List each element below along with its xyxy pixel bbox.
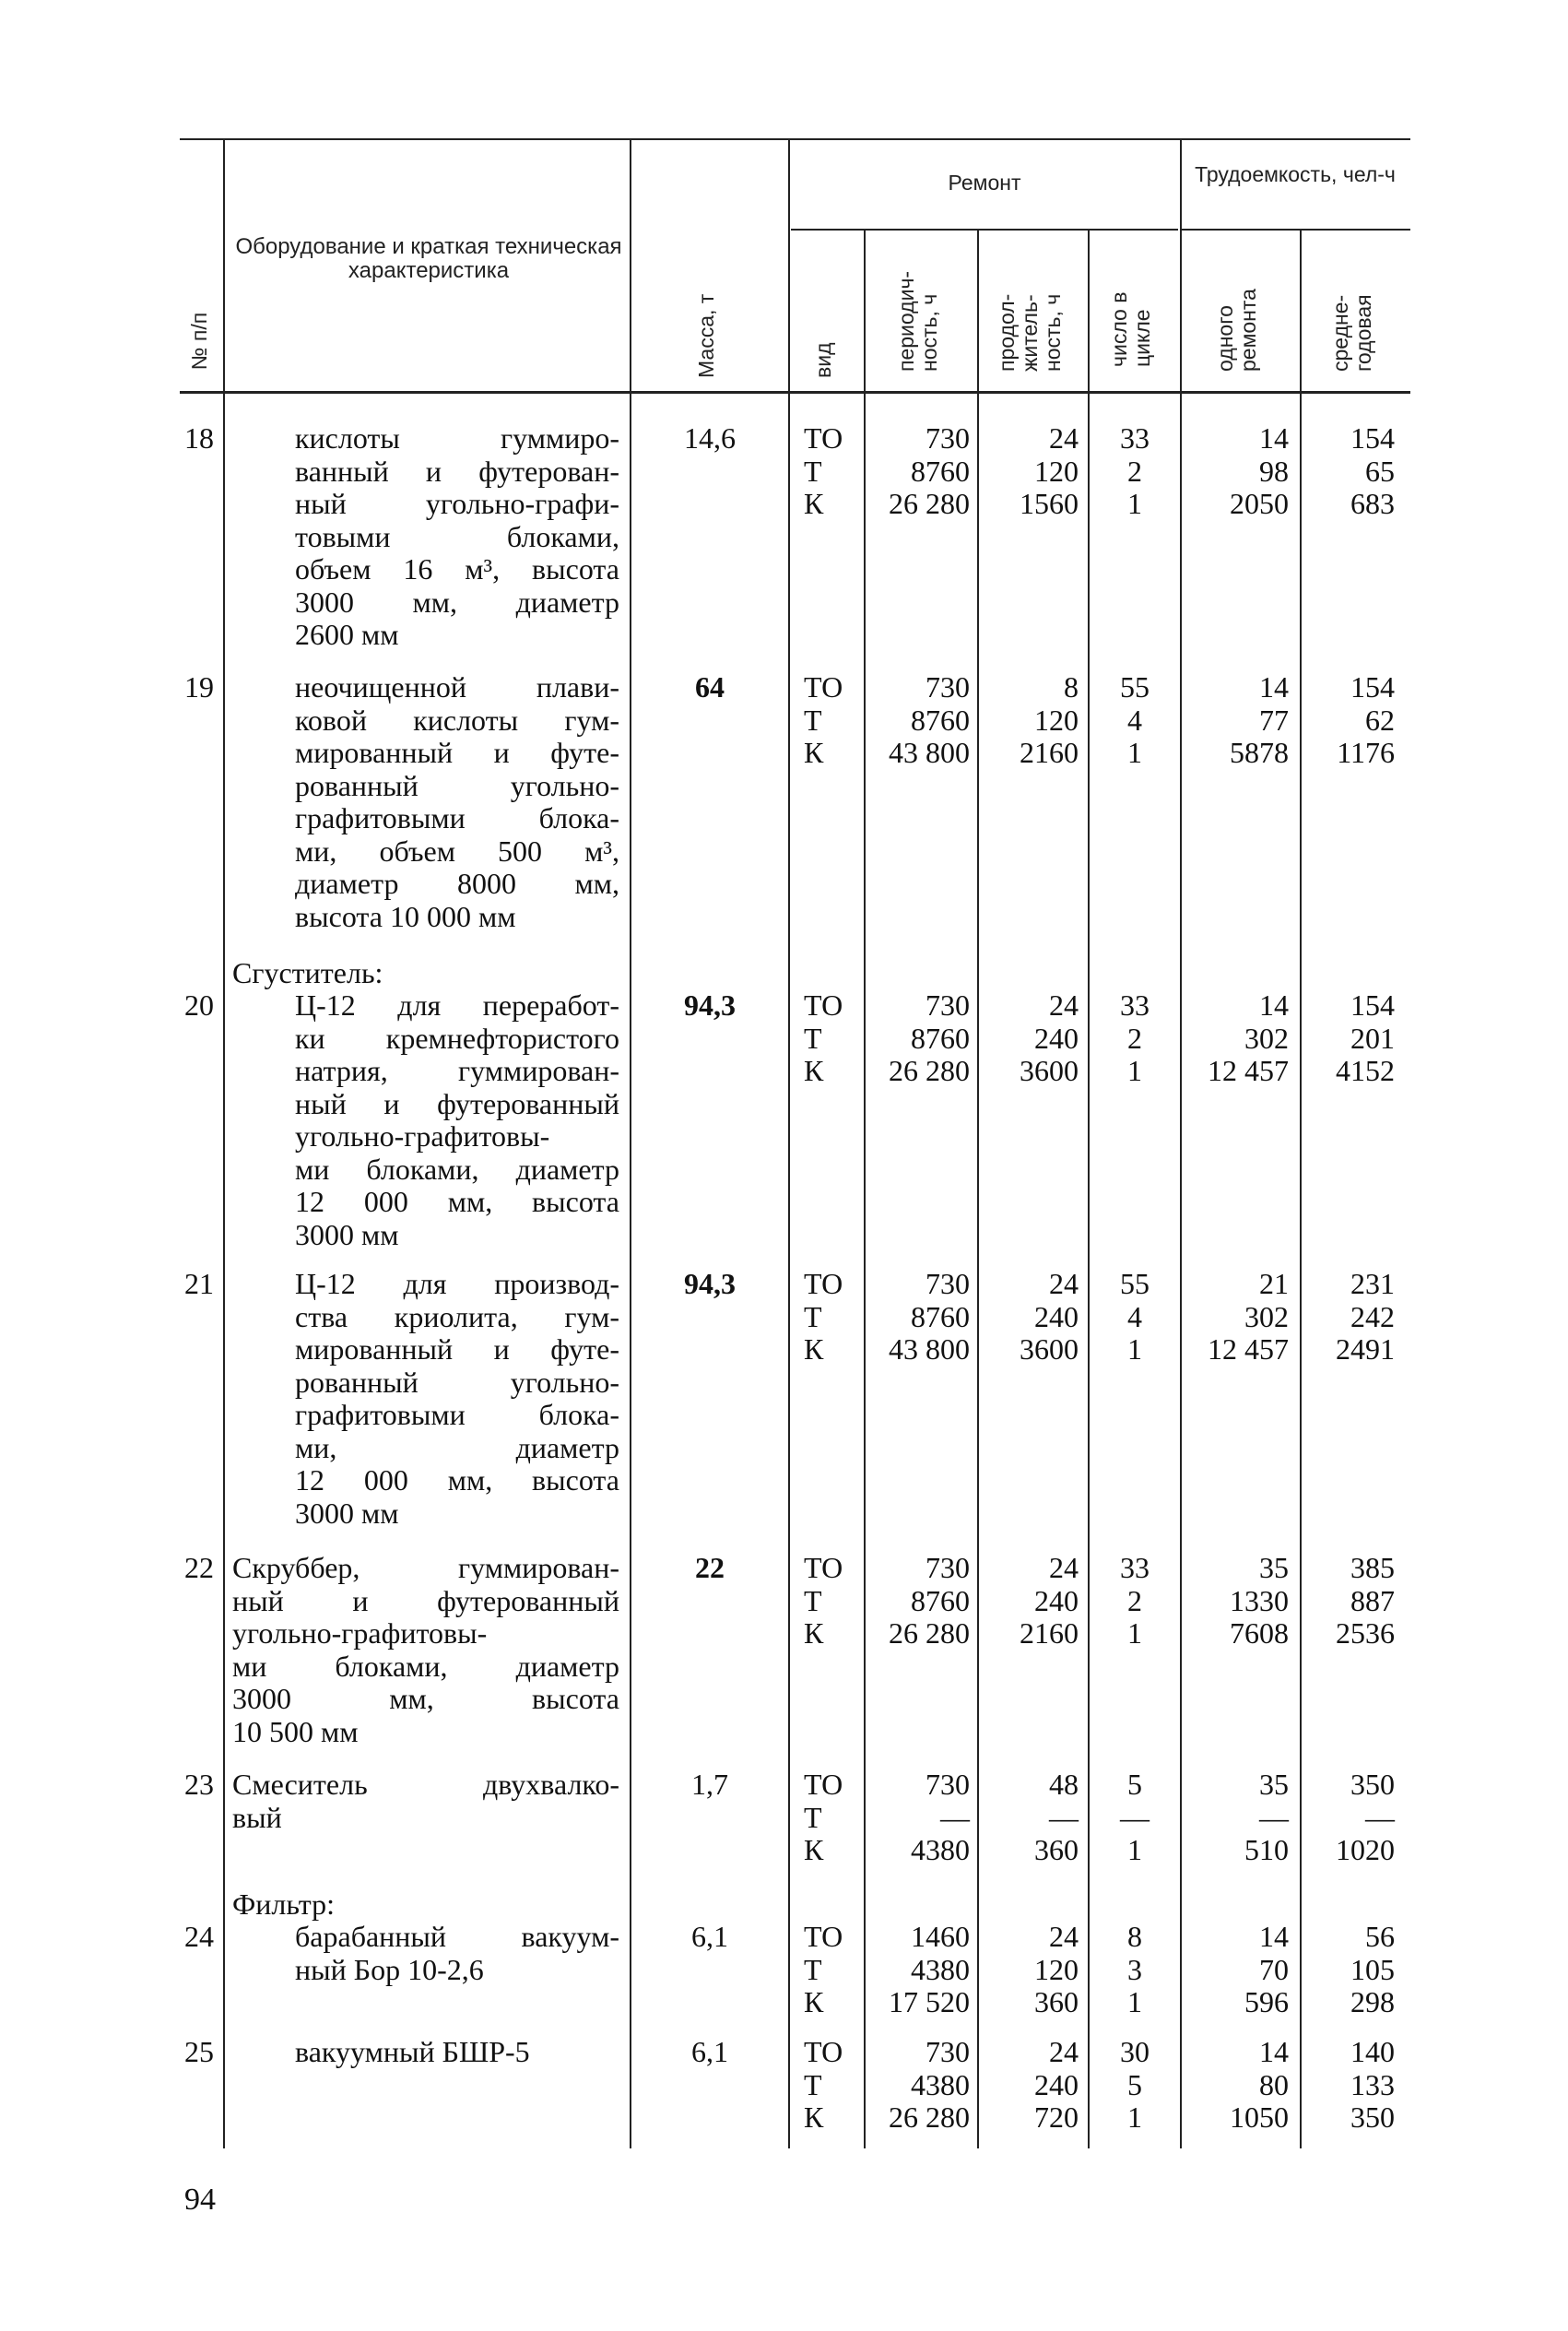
repair-kind: ТО Т К <box>804 2035 843 2134</box>
description-line: вакуумный БШР-5 <box>295 2035 530 2068</box>
header-repair: Ремонт <box>948 171 1021 195</box>
repair-duration: 24 240 3600 <box>1020 988 1079 1087</box>
group-title: Сгуститель: <box>232 956 383 989</box>
labor-avg: 385 887 2536 <box>1336 1551 1395 1650</box>
labor-avg: 154 201 4152 <box>1336 988 1395 1087</box>
description-line: Ц-12 для переработ- <box>295 988 619 1022</box>
repair-duration: 24 240 3600 <box>1020 1267 1079 1366</box>
repair-count: 55 4 1 <box>1120 1267 1149 1366</box>
header-labor-one: одного ремонта <box>1213 289 1260 372</box>
col-rule-4 <box>864 229 866 2148</box>
description-line: ми, объем 500 м³, <box>295 834 619 868</box>
description-line: Скруббер, гуммирован- <box>232 1551 619 1584</box>
repair-period: 730 8760 43 800 <box>889 670 970 769</box>
repair-duration: 8 120 2160 <box>1020 670 1079 769</box>
labor-one: 14 302 12 457 <box>1208 988 1289 1087</box>
description-line: ми блоками, диаметр <box>295 1152 619 1186</box>
row-number: 18 <box>184 421 214 455</box>
repair-duration: 24 120 360 <box>1034 1920 1079 2018</box>
repair-duration: 24 240 720 <box>1034 2035 1079 2134</box>
repair-count: 8 3 1 <box>1127 1920 1142 2018</box>
repair-duration: 24 240 2160 <box>1020 1551 1079 1650</box>
labor-one: 14 98 2050 <box>1230 421 1289 520</box>
description-line: Смеситель двухвалко- <box>232 1768 619 1801</box>
mass-value: 64 <box>695 670 725 704</box>
row-number: 19 <box>184 670 214 704</box>
mass-value: 14,6 <box>684 421 736 455</box>
labor-avg: 154 62 1176 <box>1337 670 1395 769</box>
row-number: 23 <box>184 1768 214 1801</box>
equipment-description <box>295 1921 619 1986</box>
repair-period: 730 8760 43 800 <box>889 1267 970 1366</box>
description-line: мированный и футе- <box>295 1332 619 1366</box>
header-mass: Масса, т <box>694 293 718 378</box>
description-line: графитовыми блока- <box>295 801 619 834</box>
mass-value: 6,1 <box>691 1920 728 1953</box>
equipment-description <box>232 1552 619 1748</box>
header-num: № п/п <box>187 312 211 371</box>
labor-avg: 56 105 298 <box>1350 1920 1395 2018</box>
repair-subheader-rule <box>791 229 1178 231</box>
row-number: 20 <box>184 988 214 1022</box>
repair-count: 33 2 1 <box>1120 988 1149 1087</box>
repair-period: 730 8760 26 280 <box>889 1551 970 1650</box>
description-line: неочищенной плави- <box>295 670 619 704</box>
header-count: число в цикле <box>1107 291 1154 367</box>
mass-value: 94,3 <box>684 988 736 1022</box>
description-line: ки кремнефтористого <box>295 1021 619 1055</box>
col-rule-1 <box>223 138 225 2148</box>
row-number: 25 <box>184 2035 214 2068</box>
description-line: ства криолита, гум- <box>295 1299 619 1333</box>
repair-count: 30 5 1 <box>1120 2035 1149 2134</box>
repair-kind: ТО Т К <box>804 988 843 1087</box>
repair-duration: 48 — 360 <box>1034 1768 1079 1866</box>
mass-value: 22 <box>695 1551 725 1584</box>
description-line: ный угольно-графи- <box>295 487 619 520</box>
labor-avg: 350 — 1020 <box>1336 1768 1395 1866</box>
header-period: периодич- ность, ч <box>894 270 941 372</box>
mass-value: 6,1 <box>691 2035 728 2068</box>
description-line: рованный угольно- <box>295 768 619 802</box>
repair-kind: ТО Т К <box>804 1267 843 1366</box>
labor-one: 21 302 12 457 <box>1208 1267 1289 1366</box>
mass-value: 94,3 <box>684 1267 736 1300</box>
col-rule-2 <box>630 138 631 2148</box>
description-line: 3000 мм, диаметр <box>295 585 619 619</box>
description-line: натрия, гуммирован- <box>295 1054 619 1087</box>
equipment-description <box>295 422 619 652</box>
labor-one: 14 70 596 <box>1244 1920 1289 2018</box>
mass-value: 1,7 <box>691 1768 728 1801</box>
description-line: графитовыми блока- <box>295 1398 619 1431</box>
header-duration: продол- житель- ность, ч <box>995 293 1065 372</box>
repair-count: 33 2 1 <box>1120 421 1149 520</box>
repair-count: 55 4 1 <box>1120 670 1149 769</box>
equipment-description <box>295 2036 619 2069</box>
description-line: 3000 мм <box>295 1217 399 1251</box>
repair-kind: ТО Т К <box>804 1920 843 2018</box>
description-line: ный и футерованный <box>295 1086 619 1120</box>
repair-kind: ТО Т К <box>804 670 843 769</box>
description-line: рованный угольно- <box>295 1365 619 1399</box>
description-line: вый <box>232 1800 282 1834</box>
description-line: мированный и футе- <box>295 736 619 769</box>
labor-avg: 231 242 2491 <box>1336 1267 1395 1366</box>
labor-one: 14 80 1050 <box>1230 2035 1289 2134</box>
description-line: диаметр 8000 мм, <box>295 867 619 900</box>
col-rule-7 <box>1180 138 1182 2148</box>
description-line: ковой кислоты гум- <box>295 703 619 737</box>
labor-subheader-rule <box>1182 229 1410 231</box>
equipment-description <box>295 671 619 933</box>
repair-period: 730 8760 26 280 <box>889 988 970 1087</box>
labor-one: 35 1330 7608 <box>1230 1551 1289 1650</box>
repair-kind: ТО Т К <box>804 1768 843 1866</box>
description-line: угольно-графитовы- <box>295 1119 550 1153</box>
description-line: высота 10 000 мм <box>295 899 516 933</box>
description-line: 3000 мм, высота <box>232 1682 619 1715</box>
description-line: ванный и футерован- <box>295 454 619 488</box>
description-line: товыми блоками, <box>295 519 619 553</box>
repair-period: 730 — 4380 <box>911 1768 970 1866</box>
labor-avg: 154 65 683 <box>1350 421 1395 520</box>
row-number: 24 <box>184 1920 214 1953</box>
description-line: 10 500 мм <box>232 1714 359 1748</box>
labor-one: 14 77 5878 <box>1230 670 1289 769</box>
header-labor: Трудоемкость, чел-ч <box>1195 162 1396 186</box>
repair-kind: ТО Т К <box>804 421 843 520</box>
col-rule-8 <box>1300 229 1302 2148</box>
row-number: 22 <box>184 1551 214 1584</box>
description-line: барабанный вакуум- <box>295 1920 619 1953</box>
description-line: 12 000 мм, высота <box>295 1463 619 1497</box>
col-rule-6 <box>1088 229 1090 2148</box>
description-line: Ц-12 для производ- <box>295 1267 619 1300</box>
equipment-description <box>295 989 619 1251</box>
repair-period: 1460 4380 17 520 <box>889 1920 970 2018</box>
row-number: 21 <box>184 1267 214 1300</box>
description-line: 3000 мм <box>295 1496 399 1530</box>
equipment-description <box>232 1769 619 1834</box>
labor-avg: 140 133 350 <box>1350 2035 1395 2134</box>
repair-duration: 24 120 1560 <box>1020 421 1079 520</box>
col-rule-3 <box>788 138 790 2148</box>
group-title: Фильтр: <box>232 1887 336 1921</box>
table-top-rule <box>180 138 1410 140</box>
repair-period: 730 8760 26 280 <box>889 421 970 520</box>
description-line: угольно-графитовы- <box>232 1616 488 1650</box>
page-number: 94 <box>184 2183 216 2217</box>
equipment-description <box>295 1268 619 1530</box>
repair-kind: ТО Т К <box>804 1551 843 1650</box>
description-line: ми, диаметр <box>295 1430 619 1464</box>
repair-period: 730 4380 26 280 <box>889 2035 970 2134</box>
repair-count: 5 — 1 <box>1120 1768 1149 1866</box>
labor-one: 35 — 510 <box>1244 1768 1289 1866</box>
repair-count: 33 2 1 <box>1120 1551 1149 1650</box>
header-equipment: Оборудование и краткая техническая характеристика <box>235 234 622 283</box>
header-kind: вид <box>811 342 835 378</box>
description-line: ми блоками, диаметр <box>232 1649 619 1683</box>
description-line: 12 000 мм, высота <box>295 1185 619 1218</box>
description-line: ный и футерованный <box>232 1583 619 1617</box>
description-line: кислоты гуммиро- <box>295 421 619 455</box>
header-labor-avg: средне- годовая <box>1328 294 1375 372</box>
description-line: ный Бор 10-2,6 <box>295 1952 484 1986</box>
description-line: объем 16 м³, высота <box>295 552 619 586</box>
header-bottom-rule <box>180 391 1410 394</box>
description-line: 2600 мм <box>295 618 399 651</box>
